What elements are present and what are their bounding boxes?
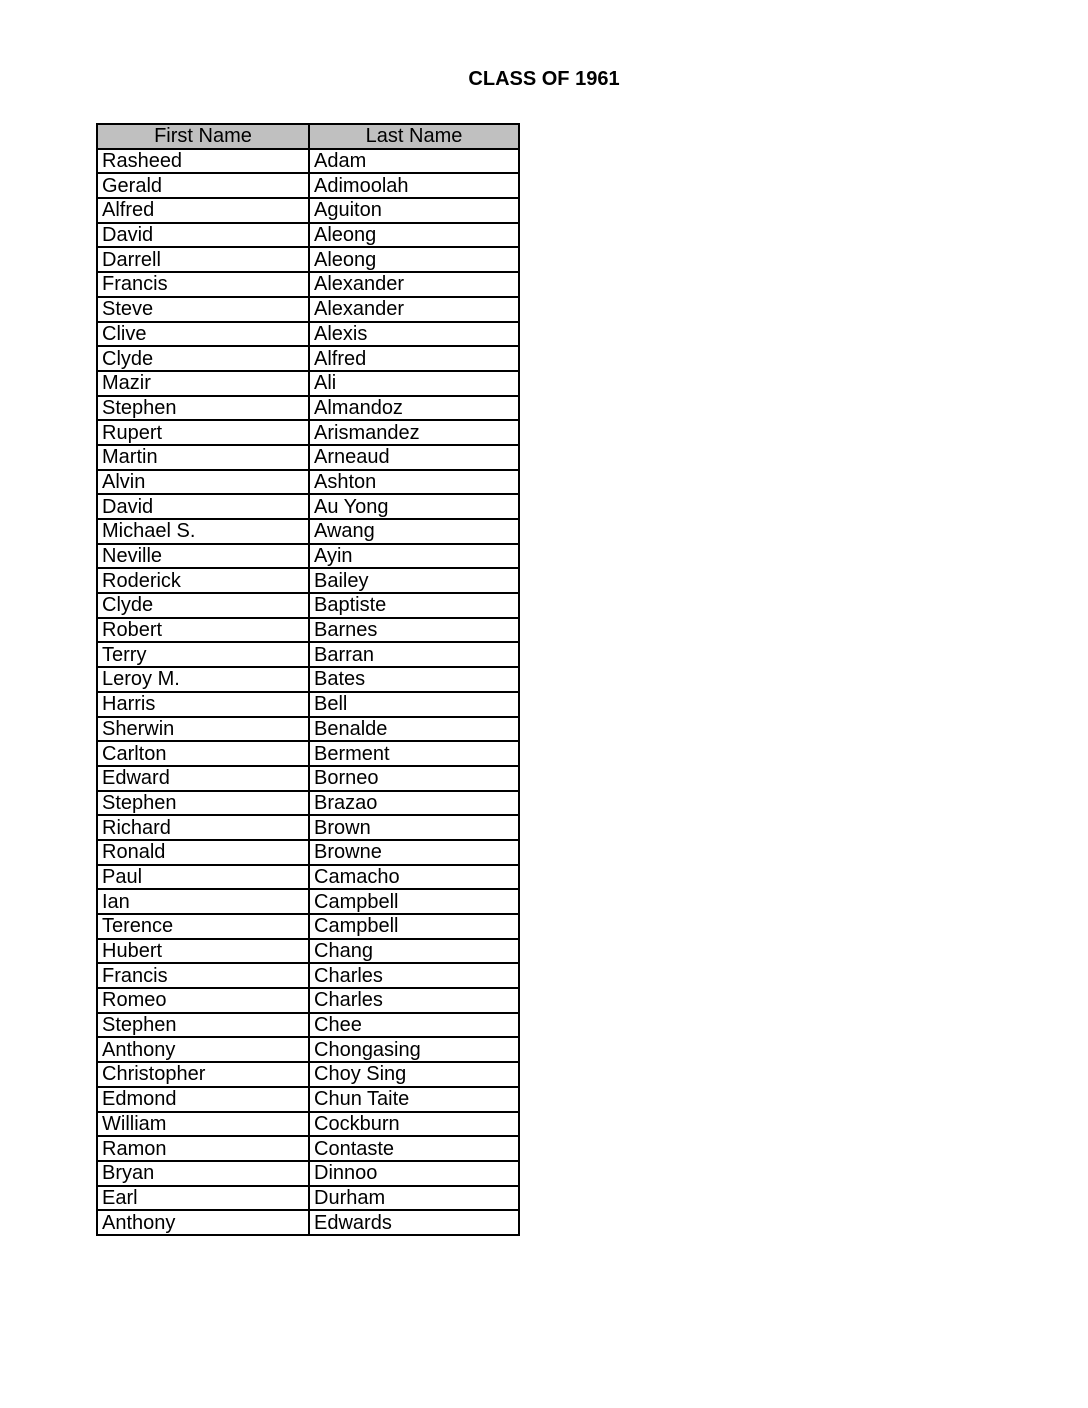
last-name-cell: Alexander: [309, 272, 519, 297]
last-name-cell: Chee: [309, 1013, 519, 1038]
first-name-cell: Romeo: [97, 988, 309, 1013]
first-name-cell: Earl: [97, 1186, 309, 1211]
first-name-cell: Paul: [97, 865, 309, 890]
last-name-cell: Ashton: [309, 470, 519, 495]
table-row: [97, 1161, 519, 1186]
first-name-cell: Harris: [97, 692, 309, 717]
last-name-cell: Bates: [309, 667, 519, 692]
first-name-cell: Michael S.: [97, 519, 309, 544]
table-row: [97, 1210, 519, 1235]
last-name-cell: Chun Taite: [309, 1087, 519, 1112]
table-row: [97, 667, 519, 692]
first-name-cell: Francis: [97, 272, 309, 297]
table-row: [97, 470, 519, 495]
table-row: [97, 1087, 519, 1112]
first-name-cell: Leroy M.: [97, 667, 309, 692]
last-name-cell: Bell: [309, 692, 519, 717]
first-name-cell: Edward: [97, 766, 309, 791]
table-row: [97, 445, 519, 470]
first-name-cell: Rupert: [97, 420, 309, 445]
first-name-cell: Stephen: [97, 791, 309, 816]
last-name-cell: Arneaud: [309, 445, 519, 470]
roster-body: [97, 149, 519, 1235]
first-name-cell: Carlton: [97, 741, 309, 766]
table-row: [97, 1112, 519, 1137]
first-name-cell: Neville: [97, 544, 309, 569]
last-name-cell: Cockburn: [309, 1112, 519, 1137]
first-name-cell: Richard: [97, 815, 309, 840]
table-row: [97, 544, 519, 569]
first-name-cell: Darrell: [97, 247, 309, 272]
first-name-cell: Roderick: [97, 568, 309, 593]
first-name-cell: Rasheed: [97, 149, 309, 174]
table-row: [97, 272, 519, 297]
first-name-cell: Terry: [97, 642, 309, 667]
first-name-cell: Steve: [97, 297, 309, 322]
last-name-cell: Barran: [309, 642, 519, 667]
table-row: [97, 173, 519, 198]
table-row: [97, 766, 519, 791]
page-title: CLASS OF 1961: [468, 68, 620, 90]
first-name-cell: Clyde: [97, 346, 309, 371]
table-row: [97, 815, 519, 840]
last-name-cell: Charles: [309, 963, 519, 988]
last-name-cell: Au Yong: [309, 494, 519, 519]
roster-table: [96, 123, 520, 1236]
first-name-cell: Robert: [97, 618, 309, 643]
last-name-cell: Adam: [309, 149, 519, 174]
last-name-cell: Contaste: [309, 1136, 519, 1161]
header-row: [97, 124, 519, 149]
first-name-cell: Terence: [97, 914, 309, 939]
table-row: [97, 741, 519, 766]
table-row: [97, 865, 519, 890]
last-name-cell: Durham: [309, 1186, 519, 1211]
first-name-cell: Francis: [97, 963, 309, 988]
last-name-cell: Baptiste: [309, 593, 519, 618]
first-name-cell: Bryan: [97, 1161, 309, 1186]
last-name-cell: Alfred: [309, 346, 519, 371]
table-row: [97, 1013, 519, 1038]
last-name-cell: Browne: [309, 840, 519, 865]
first-name-cell: Hubert: [97, 939, 309, 964]
table-row: [97, 396, 519, 421]
last-name-cell: Alexis: [309, 322, 519, 347]
table-row: [97, 1186, 519, 1211]
first-name-cell: Ian: [97, 889, 309, 914]
first-name-cell: Christopher: [97, 1062, 309, 1087]
last-name-cell: Ali: [309, 371, 519, 396]
last-name-cell: Campbell: [309, 889, 519, 914]
first-name-cell: Sherwin: [97, 717, 309, 742]
table-row: [97, 642, 519, 667]
first-name-cell: David: [97, 223, 309, 248]
first-name-cell: Edmond: [97, 1087, 309, 1112]
table-row: [97, 791, 519, 816]
last-name-cell: Aguiton: [309, 198, 519, 223]
last-name-cell: Aleong: [309, 223, 519, 248]
last-name-cell: Choy Sing: [309, 1062, 519, 1087]
last-name-cell: Bailey: [309, 568, 519, 593]
last-name-cell: Arismandez: [309, 420, 519, 445]
last-name-cell: Adimoolah: [309, 173, 519, 198]
table-row: [97, 322, 519, 347]
last-name-header: Last Name: [309, 124, 519, 149]
last-name-cell: Charles: [309, 988, 519, 1013]
last-name-cell: Barnes: [309, 618, 519, 643]
last-name-cell: Awang: [309, 519, 519, 544]
table-row: [97, 988, 519, 1013]
table-row: [97, 618, 519, 643]
table-row: [97, 1062, 519, 1087]
last-name-cell: Edwards: [309, 1210, 519, 1235]
table-row: [97, 717, 519, 742]
first-name-cell: Stephen: [97, 396, 309, 421]
first-name-cell: William: [97, 1112, 309, 1137]
table-row: [97, 371, 519, 396]
last-name-cell: Aleong: [309, 247, 519, 272]
table-row: [97, 149, 519, 174]
table-row: [97, 519, 519, 544]
first-name-cell: Mazir: [97, 371, 309, 396]
table-row: [97, 939, 519, 964]
last-name-cell: Brazao: [309, 791, 519, 816]
first-name-cell: Ronald: [97, 840, 309, 865]
table-row: [97, 568, 519, 593]
first-name-cell: Clyde: [97, 593, 309, 618]
table-row: [97, 692, 519, 717]
table-row: [97, 346, 519, 371]
table-row: [97, 247, 519, 272]
table-row: [97, 494, 519, 519]
last-name-cell: Brown: [309, 815, 519, 840]
last-name-cell: Ayin: [309, 544, 519, 569]
last-name-cell: Dinnoo: [309, 1161, 519, 1186]
first-name-cell: Martin: [97, 445, 309, 470]
first-name-cell: Alvin: [97, 470, 309, 495]
last-name-cell: Chang: [309, 939, 519, 964]
table-row: [97, 1037, 519, 1062]
first-name-cell: Ramon: [97, 1136, 309, 1161]
first-name-cell: Clive: [97, 322, 309, 347]
table-row: [97, 1136, 519, 1161]
last-name-cell: Camacho: [309, 865, 519, 890]
last-name-cell: Campbell: [309, 914, 519, 939]
table-row: [97, 889, 519, 914]
table-row: [97, 840, 519, 865]
table-row: [97, 223, 519, 248]
table-row: [97, 593, 519, 618]
last-name-cell: Almandoz: [309, 396, 519, 421]
first-name-cell: Alfred: [97, 198, 309, 223]
table-row: [97, 420, 519, 445]
last-name-cell: Chongasing: [309, 1037, 519, 1062]
table-row: [97, 297, 519, 322]
last-name-cell: Berment: [309, 741, 519, 766]
table-row: [97, 198, 519, 223]
first-name-cell: David: [97, 494, 309, 519]
first-name-cell: Anthony: [97, 1037, 309, 1062]
last-name-cell: Borneo: [309, 766, 519, 791]
last-name-cell: Alexander: [309, 297, 519, 322]
table-row: [97, 914, 519, 939]
first-name-cell: Gerald: [97, 173, 309, 198]
first-name-cell: Stephen: [97, 1013, 309, 1038]
table-row: [97, 963, 519, 988]
last-name-cell: Benalde: [309, 717, 519, 742]
first-name-header: First Name: [97, 124, 309, 149]
first-name-cell: Anthony: [97, 1210, 309, 1235]
